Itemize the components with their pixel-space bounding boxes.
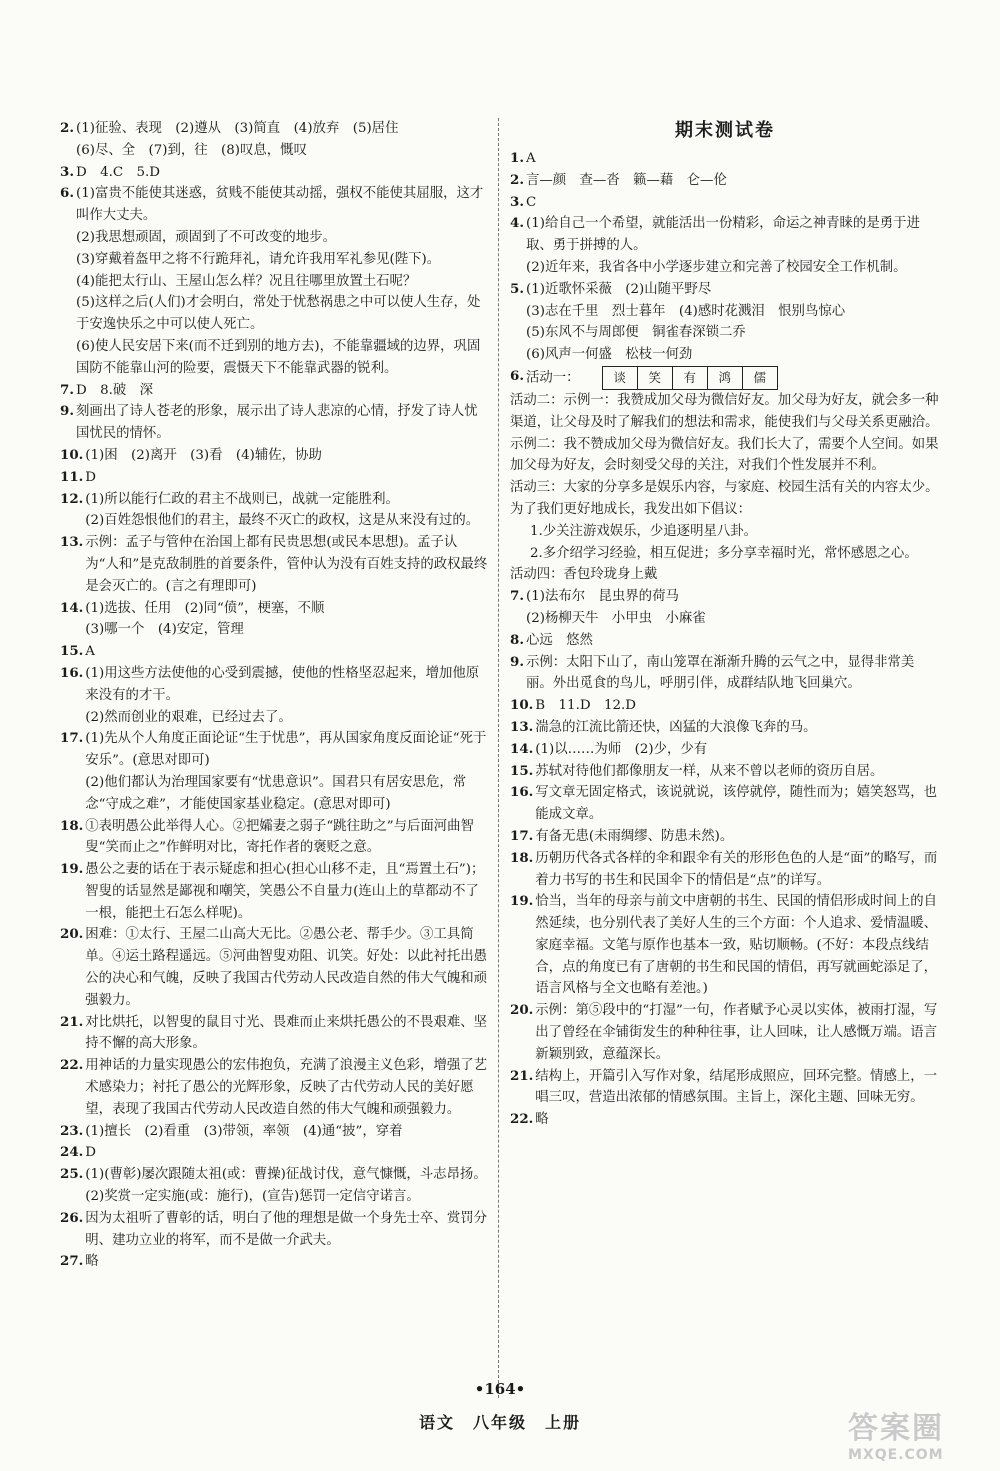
answer-item [510, 586, 940, 630]
item-number: 21. [60, 1013, 84, 1030]
answer-line: D 8.破 深 [75, 382, 154, 398]
watermark-logo [848, 1403, 978, 1461]
answer-line: (1)以……为师 (2)少，少有 [535, 741, 708, 757]
answer-item [510, 652, 940, 696]
answer-line: (2)然而创业的艰难，已经过去了。 [85, 709, 292, 725]
item-number: 4. [510, 215, 524, 232]
answer-item [60, 380, 490, 402]
answer-line: 愚公之妻的话在于表示疑虑和担心(担心山移不走，且“焉置土石”)；智叟的话显然是鄙视和嘲笑，笑愚公不自量力(连山上的草都动不了一根，能把土石怎么样呢)。 [85, 862, 485, 921]
answer-line: (6)尽、全 (7)到，往 (8)叹息，慨叹 [75, 142, 307, 158]
activity-1-label: 活动一： [525, 370, 580, 386]
item-number: 8. [510, 631, 524, 648]
answer-line: (1)(曹彰)屡次跟随太祖(或：曹操)征战讨伐，意气慷慨，斗志昂扬。 [85, 1167, 487, 1183]
answer-line: ①表明愚公此举得人心。②把孀妻之弱子“跳往助之”与后面河曲智叟“笑而止之”作鲜明对比，寄托作者的褒贬之意。 [85, 818, 474, 856]
answer-item [510, 1000, 940, 1065]
answer-item [60, 598, 490, 642]
answer-item [60, 445, 490, 467]
answer-line: 示例：太阳下山了，南山笼罩在渐渐升腾的云气之中，显得非常美丽。外出觅食的鸟儿，呼朋引伴，成群结队地飞回巢穴。 [525, 654, 915, 692]
activity-text: 活动二：示例一：我赞成加父母为微信好友。加父母为好友，就会多一种渠道，让父母及时了解我们的想法和需求，能使我们与父母关系更融洽。 [510, 392, 939, 430]
item-number: 12. [60, 490, 84, 507]
answer-line: (2)我思想顽固，顽固到了不可改变的地步。 [75, 229, 336, 245]
answer-item [60, 1251, 490, 1273]
activity-text: 活动四：香包玲珑身上戴 [510, 567, 658, 583]
answer-item [60, 1142, 490, 1164]
answer-item [510, 891, 940, 1000]
book-label: 语文 八年级 上册 [418, 1413, 581, 1432]
answer-item [60, 663, 490, 728]
answer-line: 历朝历代各式各样的伞和跟伞有关的形形色色的人是“面”的略写，而着力书写的书生和民国伞下的情侣是“点”的详写。 [535, 850, 938, 888]
answer-line: (2)百姓怨恨他们的君主，最终不灭亡的政权，这是从来没有过的。 [85, 513, 480, 529]
item-number: 15. [60, 643, 84, 660]
answer-item [510, 695, 940, 717]
answer-line: (3)穿戴着盔甲之将不行跪拜礼，请允许我用军礼参见(陛下)。 [75, 251, 441, 267]
item-number: 20. [510, 1002, 534, 1019]
calligraphy-cell: 儒 [753, 369, 767, 385]
answer-line: A [85, 644, 95, 660]
answer-line: 略 [85, 1254, 99, 1270]
answer-item [510, 782, 940, 826]
item-number: 22. [510, 1111, 534, 1128]
item-number: 19. [60, 861, 84, 878]
item-number: 17. [60, 730, 84, 747]
item-number: 14. [510, 740, 534, 757]
left-column [60, 118, 490, 1273]
answer-line: 示例：第⑤段中的“打湿”一句，作者赋予心灵以实体，被雨打湿，写出了曾经在伞铺街发生的种种往事，让人回味，让人感慨万端。语言新颖别致，意蕴深长。 [535, 1003, 938, 1062]
answer-item [510, 1109, 940, 1131]
answer-item [60, 1164, 490, 1208]
final-test-items-1-5 [510, 148, 940, 366]
item-number: 10. [60, 446, 84, 463]
activity-text: 2.多介绍学习经验，相互促进；多分享幸福时光，常怀感恩之心。 [530, 545, 918, 561]
activity-text: 活动三：大家的分享多是娱乐内容，与家庭、校园生活有关的内容太少。为了我们更好地成长，我发出如下倡议： [510, 480, 939, 517]
answer-line: D 4.C 5.D [75, 164, 161, 180]
answer-item [60, 162, 490, 184]
answer-line: 写文章无固定格式，该说就说，该停就停，随性而为；嬉笑怒骂，也能成文章。 [535, 785, 938, 823]
item-number: 2. [510, 171, 524, 188]
answer-item [60, 728, 490, 815]
answer-line: C [525, 194, 537, 210]
answer-line: (2)奖赏一定实施(或：施行)，(宣告)惩罚一定信守诺言。 [85, 1189, 420, 1205]
answer-line: 言—颜 查—沓 籁—藉 仑—伦 [525, 172, 727, 188]
section-title: 期末测试卷 [675, 120, 775, 141]
answer-item [60, 641, 490, 663]
answer-line: 因为太祖听了曹彰的话，明白了他的理想是做一个身先士卒、赏罚分明、建功立业的将军，而不是做一介武夫。 [85, 1210, 488, 1248]
calligraphy-cell: 谈 [603, 367, 638, 389]
item-number: 26. [60, 1209, 84, 1226]
item-number: 3. [510, 193, 524, 210]
item-number: 6. [60, 185, 74, 202]
watermark-url: MXQE.COM [848, 1447, 944, 1463]
item-number: 15. [510, 762, 534, 779]
answer-item [510, 148, 940, 170]
answer-line: (4)能把太行山、王屋山怎么样？况且往哪里放置土石呢？ [75, 273, 417, 289]
answer-item [60, 924, 490, 1011]
answer-line: 恰当，当年的母亲与前文中唐朝的书生、民国的情侣形成时间上的自然延续，也分别代表了美好人生的三个方面：个人追求、爱情温暖、家庭幸福。文笔与原作也基本一致，贴切顺畅。(不好：本段点线结合，点的角度已有了唐朝的书生和民国的情侣，再写就画蛇添足了，语言风格与全文也略有差池。) [535, 894, 938, 997]
item-number: 16. [510, 784, 534, 801]
answer-item [60, 489, 490, 533]
answer-line: (1)征验、表现 (2)遵从 (3)简直 (4)放弃 (5)居住 [75, 121, 399, 136]
answer-item-6 [510, 366, 940, 390]
answer-line: (1)先从个人角度正面论证“生于忧患”，再从国家角度反面论证“死于安乐”。(意思对即可) [85, 731, 487, 769]
item-number: 7. [510, 588, 524, 605]
answer-line: (1)困 (2)离开 (3)看 (4)辅佐，协助 [85, 447, 322, 463]
answer-item [60, 1012, 490, 1056]
answer-line: (1)用这些方法使他的心受到震撼，使他的性格坚忍起来，增加他原来没有的才干。 [85, 665, 480, 703]
page-number: •164• [474, 1380, 526, 1398]
watermark-text: 答案圈 [848, 1411, 944, 1446]
right-column [510, 118, 940, 1131]
answer-line: 湍急的江流比箭还快，凶猛的大浪像飞奔的马。 [535, 719, 817, 735]
item-number: 23. [60, 1122, 84, 1139]
item-number: 22. [60, 1057, 84, 1074]
answer-line: (2)他们都认为治理国家要有“忧患意识”。国君只有居安思危，常念“守成之难”，才能使国家基业稳定。(意思对即可) [85, 774, 467, 812]
answer-item [60, 401, 490, 445]
item-number: 7. [60, 381, 74, 398]
activities [510, 390, 940, 586]
answer-line: (3)哪一个 (4)安定，管理 [85, 622, 244, 638]
answer-line: (1)选拔、任用 (2)同“偾”，梗塞，不顺 [85, 600, 325, 616]
answer-item [60, 1208, 490, 1252]
answer-line: 困难：①太行、王屋二山高大无比。②愚公老、帮手少。③工具简单。④运土路程遥远。⑤河曲智叟劝阻、讥笑。好处：以此衬托出愚公的决心和气魄，反映了我国古代劳动人民改造自然的伟大气魄和顽强毅力。 [85, 927, 488, 1008]
item-number: 2. [60, 120, 74, 136]
answer-line: (5)这样之后(人们)才会明白，常处于忧愁祸患之中可以使人生存，处于安逸快乐之中可以使人死亡。 [75, 295, 481, 333]
answer-line: (1)近歌怀采薇 (2)山随平野尽 [525, 281, 712, 297]
activity-text: 1.少关注游戏娱乐，少追逐明星八卦。 [530, 523, 758, 539]
answer-item [510, 1066, 940, 1110]
answer-item [510, 717, 940, 739]
answer-line: 用神话的力量实现愚公的宏伟抱负，充满了浪漫主义色彩，增强了艺术感染力；衬托了愚公的光辉形象，反映了古代劳动人民的美好愿望，表现了我国古代劳动人民改造自然的伟大气魄和顽强毅力。 [85, 1058, 488, 1117]
item-number: 27. [60, 1253, 84, 1270]
item-number: 24. [60, 1144, 84, 1161]
answer-line: 心远 悠然 [525, 632, 593, 648]
answer-line: (1)给自己一个希望，就能活出一份精彩，命运之神青睐的是勇于进取、勇于拼搏的人。 [525, 216, 920, 254]
activity-text: 示例二：我不赞成加父母为微信好友。我们长大了，需要个人空间。如果加父母为好友，会时刻受父母的关注，对我们个性发展并不利。 [510, 436, 939, 474]
answer-item [60, 1055, 490, 1120]
answer-line: (2)近年来，我省各中小学逐步建立和完善了校园安全工作机制。 [525, 259, 907, 275]
answer-line: (3)志在千里 烈士暮年 (4)感时花溅泪 恨别鸟惊心 [525, 303, 846, 319]
item-number: 9. [510, 653, 524, 670]
answer-line: A [525, 151, 536, 166]
answer-item [510, 826, 940, 848]
answer-line: 对比烘托，以智叟的鼠目寸光、畏难而止来烘托愚公的不畏艰难、坚持不懈的高大形象。 [85, 1014, 488, 1052]
item-number: 17. [510, 827, 534, 844]
answer-item [60, 1121, 490, 1143]
answer-item [510, 213, 940, 278]
answer-line: (1)擅长 (2)看重 (3)带领，率领 (4)通“披”，穿着 [85, 1123, 403, 1139]
item-number: 20. [60, 926, 84, 943]
final-test-items-7-22 [510, 586, 940, 1131]
answer-item [60, 816, 490, 860]
answer-line: (2)杨柳天牛 小甲虫 小麻雀 [525, 610, 706, 626]
column-divider [498, 118, 500, 1398]
answer-line: (5)东风不与周郎便 铜雀春深锁二乔 [525, 325, 746, 341]
calligraphy-cells [602, 366, 778, 390]
answer-item [60, 859, 490, 924]
answer-item [510, 739, 940, 761]
calligraphy-cell: 笑 [638, 367, 673, 389]
answer-line: (1)富贵不能使其迷惑，贫贱不能使其动摇，强权不能使其屈服，这才叫作大丈夫。 [75, 186, 484, 224]
answer-item [60, 532, 490, 597]
answer-line: 结构上，开篇引入写作对象，结尾形成照应，回环完整。情感上，一唱三叹，营造出浓郁的情感氛围。主旨上，深化主题、回味无穷。 [535, 1068, 938, 1106]
item-number: 6. [510, 367, 524, 384]
answer-line: B 11.D 12.D [535, 698, 636, 714]
answer-line: 略 [535, 1112, 549, 1128]
answer-item [510, 630, 940, 652]
item-number: 13. [60, 534, 84, 551]
item-number: 9. [60, 403, 74, 420]
answer-line: (6)使人民安居下来(而不迁到别的地方去)，不能靠疆域的边界，巩固国防不能靠山河的险要，震慑天下不能靠武器的锐利。 [75, 338, 481, 376]
answer-line: 示例：孟子与管仲在治国上都有民贵思想(或民本思想)。孟子认为“人和”是克敌制胜的首要条件，管仲认为没有百姓支持的政权最终是会灭亡的。(言之有理即可) [85, 535, 488, 594]
answer-line: 刻画出了诗人苍老的形象，展示出了诗人悲凉的心情，抒发了诗人忧国忧民的情怀。 [75, 404, 478, 442]
item-number: 14. [60, 599, 84, 616]
item-number: 19. [510, 893, 534, 910]
answer-line: D [85, 469, 97, 485]
item-number: 11. [60, 468, 84, 485]
answer-item [60, 467, 490, 489]
item-number: 21. [510, 1067, 534, 1084]
answer-item [510, 170, 940, 192]
answer-line: (1)所以能行仁政的君主不战则已，战就一定能胜利。 [85, 491, 399, 507]
answer-line: (6)风声一何盛 松枝一何劲 [525, 347, 693, 363]
calligraphy-cell: 有 [673, 367, 708, 389]
item-number: 1. [510, 150, 524, 166]
item-number: 10. [510, 697, 534, 714]
answer-item [510, 848, 940, 892]
answer-item [510, 192, 940, 214]
answer-line: D [85, 1145, 97, 1161]
answer-item [60, 183, 490, 379]
answer-item [510, 279, 940, 366]
item-number: 13. [510, 718, 534, 735]
answer-line: 苏轼对待他们都像朋友一样，从来不曾以老师的资历自居。 [535, 763, 884, 779]
answer-item [60, 118, 490, 162]
item-number: 5. [510, 280, 524, 297]
answer-item [510, 761, 940, 783]
item-number: 3. [60, 163, 74, 180]
calligraphy-cell: 鸿 [708, 367, 743, 389]
answer-line: 有备无患(未雨绸缪、防患未然)。 [535, 828, 734, 844]
answer-line: (1)法布尔 昆虫界的荷马 [525, 589, 679, 605]
item-number: 25. [60, 1166, 84, 1183]
item-number: 16. [60, 664, 84, 681]
item-number: 18. [510, 849, 534, 866]
item-number: 18. [60, 817, 84, 834]
